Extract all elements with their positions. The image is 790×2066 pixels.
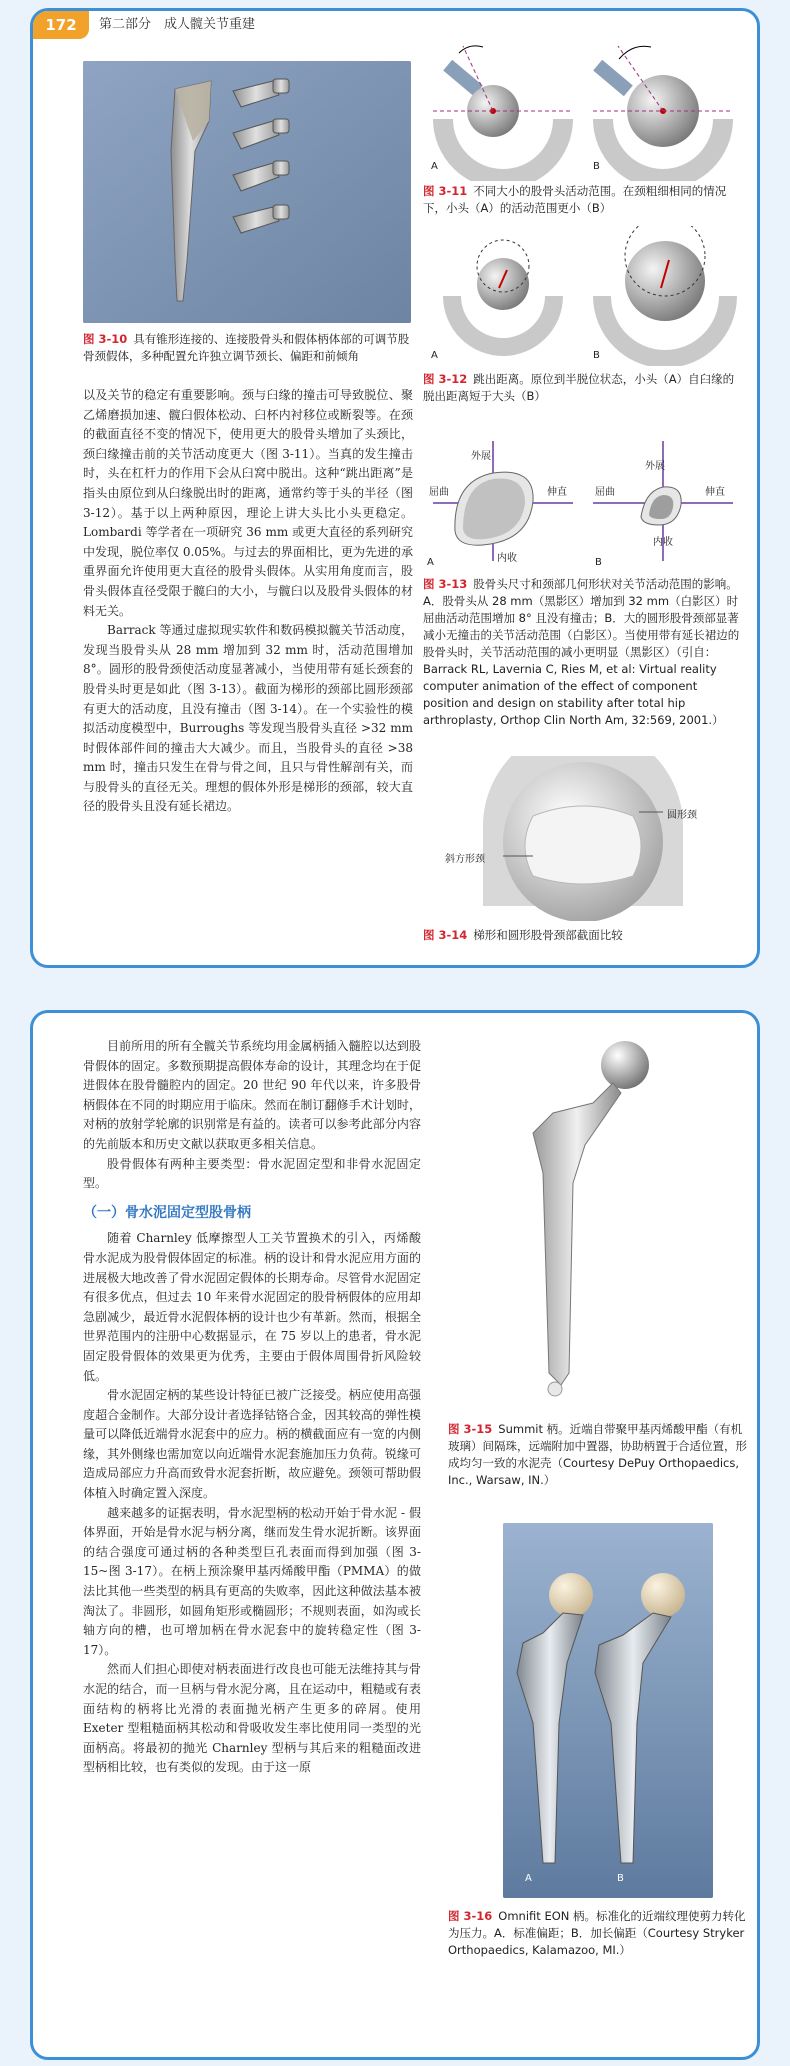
fig-3-13-text: 股骨头尺寸和颈部几何形状对关节活动范围的影响。A．股骨头从 28 mm（黑影区）增加到 32 mm（白影区）时屈曲活动范围增加 8° 且没有撞击；B．大的圆形股骨颈部显著减小无撞击的关节活动范围（白影区）。当使用带有延长裙边的股骨头时，关节活动范围的减小更明显（黑影区）（引自：Barrack RL, Lavernia C, Ries M, et al: Virtual reality computer animation of the effect of component position and design on stability after total hip arthroplasty, Orthop Clin North Am, 32:569, 2001.） <box>423 577 740 727</box>
fig-3-11-drawing <box>423 41 743 181</box>
body-paragraph: Barrack 等通过虚拟现实软件和数码模拟髋关节活动度，发现当股骨头从 28 mm 增加到 32 mm 时，活动范围增加 8°。圆形的股骨颈使活动度显著减小，当使用带有延长颈套的股骨头时更是如此（图 3-13）。截面为梯形的颈部比圆形颈部有更大的活动度，且没有撞击（图 3-14）。在一个实验性的模拟活动度模型中，Burroughs 等发现当股骨头直径 >32 mm 时假体部件间的撞击大大减少。而且，当股骨头的直径 >38 mm 时，撞击只发生在骨与骨之间，且只与骨性解剖有关，而与股骨头的直径无关。理想的假体外形是梯形的颈部，较大直径的股骨头且没有延长裙边。 <box>83 623 413 814</box>
fig-3-13-label-a: A <box>427 557 434 568</box>
fig-3-10-photo <box>83 61 411 323</box>
running-head: 第二部分 成人髋关节重建 <box>99 17 256 32</box>
fig-3-14-number: 图 3-14 <box>423 928 468 942</box>
fig-3-13-caption <box>423 576 743 729</box>
fig-3-12-a-drawing <box>443 240 563 356</box>
fig-3-10-caption <box>83 331 413 365</box>
section-heading: （一）骨水泥固定型股骨柄 <box>83 1204 251 1221</box>
fig-3-13-label-b: B <box>595 557 602 568</box>
fig-3-14-label-trapezoid: 斜方形颈 <box>445 854 485 865</box>
fig-3-12-label-b: B <box>593 350 600 361</box>
fig-3-13-a-drawing <box>433 441 573 561</box>
fig-3-13-b-flex: 屈曲 <box>595 487 615 498</box>
fig-3-16-caption <box>448 1908 748 1959</box>
fig-3-13-a-extend: 伸直 <box>547 487 567 498</box>
fig-3-13-b-extend: 伸直 <box>705 487 725 498</box>
body-paragraph: 骨水泥固定柄的某些设计特征已被广泛接受。柄应使用高强度超合金制作。大部分设计者选择钴铬合金，因其较高的弹性模量可以降低近端骨水泥套中的应力。柄的横截面应有一宽的内侧缘，其外侧缘也需加宽以向近端骨水泥套施加压力负荷。锐缘可造成局部应力升高而致骨水泥套折断，故应避免。颈领可帮助假体植入时确定置入深度。 <box>83 1388 421 1501</box>
page2-body-text <box>83 1037 421 1778</box>
modular-neck-prosthesis-image <box>83 61 411 323</box>
fig-3-13-a-adduct: 内收 <box>497 553 517 564</box>
fig-3-11-label-a: A <box>431 161 438 172</box>
fig-3-14-text: 梯形和圆形股骨颈部截面比较 <box>473 928 623 942</box>
body-paragraph: 然而人们担心即使对柄表面进行改良也可能无法维持其与骨水泥的结合，而一旦柄与骨水泥分离，且在运动中，粗糙或有表面结构的柄将比光滑的表面抛光柄产生更多的碎屑。使用 Exeter 型粗糙面柄其松动和骨吸收发生率比使用同一类型的光面柄高。将最初的抛光 Charnley 型柄与其后来的粗糙面改进型柄相比较，也有类似的发现。由于这一原 <box>83 1662 421 1775</box>
fig-3-10-text: 具有锥形连接的、连接股骨头和假体柄体部的可调节股骨颈假体，多种配置允许独立调节颈长、偏距和前倾角 <box>83 332 410 363</box>
fig-3-13-a-flex: 屈曲 <box>429 487 449 498</box>
fig-3-14-drawing <box>423 756 743 921</box>
fig-3-13-a-abduct: 外展 <box>471 451 491 462</box>
fig-3-15-text: Summit 柄。近端自带聚甲基丙烯酸甲酯（有机玻璃）间隔珠，远端附加中置器，协助柄置于合适位置，形成均匀一致的水泥壳（Courtesy DePuy Orthopaedics, Inc., Warsaw, IN.） <box>448 1422 747 1487</box>
fig-3-12-label-a: A <box>431 350 438 361</box>
fig-3-11-b-drawing <box>593 46 733 181</box>
body-paragraph: 随着 Charnley 低摩擦型人工关节置换术的引入，丙烯酸骨水泥成为股骨假体固定的标准。柄的设计和骨水泥应用方面的进展极大地改善了骨水泥固定假体的长期寿命。尽管骨水泥固定有很多优点，但过去 10 年来骨水泥固定的股骨柄假体的应用却急剧减少，最近骨水泥假体柄的设计也少有革新。然而，根据全世界范围内的注册中心数据显示，在 75 岁以上的患者，骨水泥固定股骨假体的效果更为优秀，主要由于假体周围骨折风险较低。 <box>83 1231 421 1383</box>
fig-3-12-drawing <box>423 226 743 366</box>
fig-3-16-photo <box>503 1523 713 1898</box>
omnifit-eon-stems-image <box>503 1523 713 1898</box>
page-172 <box>30 8 760 968</box>
body-paragraph: 股骨假体有两种主要类型：骨水泥固定型和非骨水泥固定型。 <box>83 1156 421 1191</box>
fig-3-15-caption <box>448 1421 748 1489</box>
page-173 <box>30 1010 760 2060</box>
fig-3-11-text: 不同大小的股骨头活动范围。在颈粗细相同的情况下，小头（A）的活动范围更小（B） <box>423 184 727 215</box>
body-paragraph: 目前所用的所有全髋关节系统均用金属柄插入髓腔以达到股骨假体的固定。多数预期提高假体寿命的设计，其理念均在于促进假体在股骨髓腔内的固定。20 世纪 90 年代以来，许多股骨柄假体在不同的时期应用于临床。然而在制订翻修手术计划时，对柄的放射学轮廓的识别常是有益的。读者可以参考此部分内容的先前版本和历史文献以获取更多相关信息。 <box>83 1039 421 1151</box>
fig-3-12-text: 跳出距离。原位到半脱位状态，小头（A）自臼缘的脱出距离短于大头（B） <box>423 372 735 403</box>
fig-3-16-label-b: B <box>617 1873 624 1884</box>
fig-3-12-b-drawing <box>593 226 737 366</box>
fig-3-12-number: 图 3-12 <box>423 372 468 386</box>
fig-3-16-text: Omnifit EON 柄。标准化的近端纹理使剪力转化为压力。A．标准偏距；B．加长偏距（Courtesy Stryker Orthopaedics, Kalamazoo, MI.） <box>448 1909 746 1957</box>
fig-3-11-caption <box>423 183 743 217</box>
body-paragraph: 以及关节的稳定有重要影响。颈与臼缘的撞击可导致脱位、聚乙烯磨损加速、髋臼假体松动、臼杯内衬移位或断裂等。在颈的截面直径不变的情况下，使用更大的股骨头增加了头颈比，颈臼缘撞击前的关节活动度更大（图 3-11）。当真的发生撞击时，头在杠杆力的作用下会从臼窝中脱出。这种“跳出距离”是指头由原位到从臼缘脱出时的距离，通常约等于头的半径（图 3-12）。基于以上两种原因，理论上讲大头比小头更稳定。Lombardi 等学者在一项研究 36 mm 或更大直径的系列研究中发现，脱位率仅 0.05%。与过去的界面相比，更为先进的承重界面允许使用更大直径的股骨头假体。从实用角度而言，股骨头假体直径受限于髋臼的大小，与髋臼以及股骨头假体的材料无关。 <box>83 388 413 618</box>
fig-3-11-label-b: B <box>593 161 600 172</box>
fig-3-13-b-abduct: 外展 <box>645 461 665 472</box>
fig-3-13-drawing <box>423 421 743 571</box>
fig-3-15-drawing <box>513 1033 673 1413</box>
fig-3-13-b-adduct: 内收 <box>653 537 673 548</box>
fig-3-15-number: 图 3-15 <box>448 1422 493 1436</box>
fig-3-11-a-drawing <box>433 46 573 181</box>
body-paragraph: 越来越多的证据表明，骨水泥型柄的松动开始于骨水泥 - 假体界面，开始是骨水泥与柄分离，继而发生骨水泥折断。该界面的结合强度可通过柄的各种类型巨孔表面而得到加强（图 3-15~图 3-17）。在柄上预涂聚甲基丙烯酸甲酯（PMMA）的做法比其他一些类型的柄具有更高的失败率，因此这种做法基本被淘汰了。非圆形，如圆角矩形或椭圆形；不规则表面，如沟或长轴方向的槽，也可增加柄在骨水泥套中的旋转稳定性（图 3-17）。 <box>83 1505 421 1657</box>
fig-3-13-number: 图 3-13 <box>423 577 468 591</box>
fig-3-10-number: 图 3-10 <box>83 332 128 346</box>
page-number: 172 <box>33 11 89 39</box>
fig-3-16-number: 图 3-16 <box>448 1909 493 1923</box>
fig-3-16-label-a: A <box>525 1873 532 1884</box>
fig-3-14-label-round: 圆形颈 <box>667 810 697 821</box>
page1-body-text <box>83 386 413 817</box>
fig-3-11-number: 图 3-11 <box>423 184 468 198</box>
fig-3-12-caption <box>423 371 743 405</box>
fig-3-14-caption <box>423 927 743 944</box>
